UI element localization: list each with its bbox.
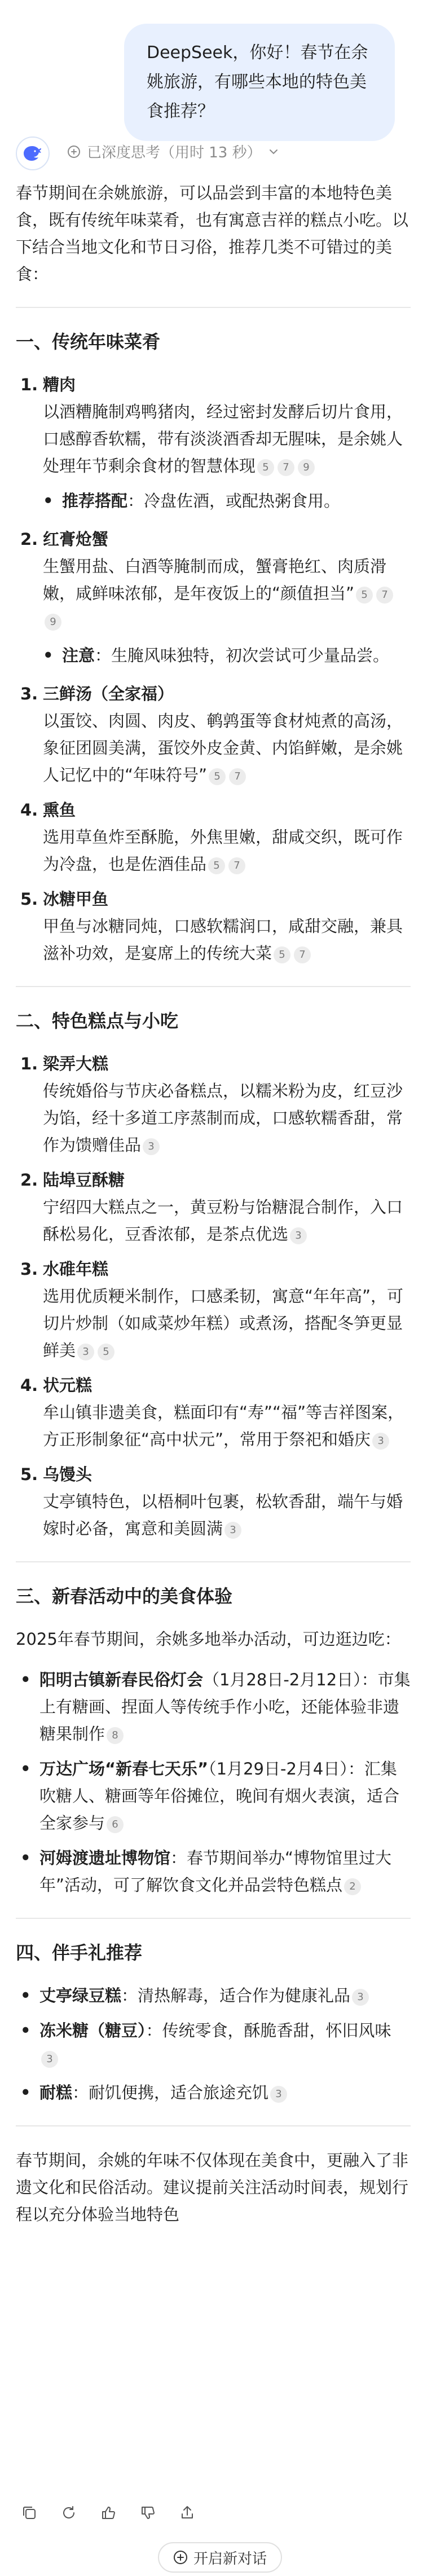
list-item: • 万达广场“新春七天乐”（1月29日-2月4日）：汇集吹糖人、糖画等年俗摊位，晚间有烟火表演，适合全家参与 6 xyxy=(20,1759,400,1833)
list-item xyxy=(16,886,411,967)
item-title: 水碓年糕 xyxy=(43,1260,109,1279)
citation-badge[interactable]: 5 xyxy=(208,857,225,874)
item-desc: 甲鱼与冰糖同炖，口感软糯润口，咸甜交融，兼具滋补功效，是宴席上的传统大菜 xyxy=(43,917,403,963)
sub-bullet: • 注意：生腌风味独特，初次尝试可少量品尝。 xyxy=(43,646,390,665)
item-label: 冻米糖（糖豆） xyxy=(39,2021,146,2040)
citation-badge[interactable]: 7 xyxy=(229,768,246,785)
citation-badge[interactable]: 3 xyxy=(143,1138,160,1155)
list-item xyxy=(16,1461,411,1542)
item-title: 状元糕 xyxy=(43,1376,93,1395)
deepseek-avatar xyxy=(16,136,50,170)
citation-badge[interactable]: 3 xyxy=(290,1227,307,1244)
citation-badge[interactable]: 5 xyxy=(98,1344,114,1360)
thumbs-down-icon xyxy=(139,2504,156,2521)
list-item: • 丈亭绿豆糕：清热解毒，适合作为健康礼品 3 xyxy=(16,1982,411,2009)
sub-text: ：冷盘佐酒，或配热粥食用。 xyxy=(127,491,341,510)
answer-intro: 春节期间在余姚旅游，可以品尝到丰富的本地特色美食，既有传统年味菜肴，也有寓意吉祥的糕点小吃。以下结合当地文化和节日习俗，推荐几类不可错过的美食： xyxy=(16,183,409,284)
item-label: 万达广场“新春七天乐” xyxy=(39,1759,209,1778)
item-number: 3. xyxy=(20,684,38,703)
assistant-answer xyxy=(16,179,411,2228)
list-item xyxy=(16,796,411,878)
sub-bullet: • 推荐搭配：冷盘佐酒，或配热粥食用。 xyxy=(43,491,341,510)
citation-badge[interactable]: 7 xyxy=(228,857,245,874)
list-item xyxy=(16,1372,411,1453)
section-heading: 三、新春活动中的美食体验 xyxy=(16,1586,233,1607)
citation-badge[interactable]: 7 xyxy=(376,587,393,604)
item-label: 丈亭绿豆糕 xyxy=(39,1986,122,2005)
item-title: 红膏炝蟹 xyxy=(43,530,109,549)
citation-badge[interactable]: 5 xyxy=(274,946,290,963)
citation-badge[interactable]: 5 xyxy=(356,587,373,604)
share-icon xyxy=(179,2504,196,2521)
divider xyxy=(16,986,411,987)
user-message-bubble xyxy=(124,24,395,141)
thinking-icon xyxy=(67,144,81,159)
citation-badge[interactable]: 5 xyxy=(257,459,274,476)
item-label: 耐糕 xyxy=(39,2083,73,2102)
divider xyxy=(16,307,411,308)
item-desc: 以酒糟腌制鸡鸭猪肉，经过密封发酵后切片食用，口感醇香软糯，带有淡淡酒香却无腥味，是余姚人处理年节剩余食材的智慧体现 xyxy=(43,402,403,475)
regenerate-icon xyxy=(60,2504,77,2521)
item-text: （1月28日-2月12日）：市集上有糖画、捏面人等传统手作小吃，还能体验非遗糖果制作 xyxy=(39,1670,411,1743)
citation-badge[interactable]: 8 xyxy=(107,1727,124,1744)
section4-list xyxy=(16,1982,411,2106)
item-label: 阳明古镇新春民俗灯会 xyxy=(39,1670,204,1689)
item-label: 河姆渡遗址博物馆 xyxy=(39,1848,171,1868)
like-button[interactable] xyxy=(98,2503,118,2523)
citation-badge[interactable]: 3 xyxy=(372,1433,389,1450)
citation-badge[interactable]: 3 xyxy=(41,2051,58,2068)
citation-badge[interactable]: 3 xyxy=(352,1989,369,2006)
citation-badge[interactable]: 3 xyxy=(77,1344,94,1360)
citation-badge[interactable]: 5 xyxy=(209,768,226,785)
item-title: 冰糖甲鱼 xyxy=(43,890,109,909)
item-number: 5. xyxy=(20,1465,38,1484)
regenerate-button[interactable] xyxy=(59,2503,79,2523)
item-number: 4. xyxy=(20,800,38,820)
thinking-label: 已深度思考（用时 13 秒） xyxy=(87,144,262,161)
section-heading: 二、特色糕点与小吃 xyxy=(16,1010,179,1032)
item-text: ：清热解毒，适合作为健康礼品 xyxy=(121,1986,351,2005)
citation-badge[interactable]: 3 xyxy=(270,2086,287,2103)
item-number: 1. xyxy=(20,375,38,394)
thumbs-up-icon xyxy=(100,2504,117,2521)
section2-list xyxy=(16,1050,411,1542)
list-item: • 耐糕：耐饥便携，适合旅途充饥 3 xyxy=(16,2079,411,2106)
item-desc: 选用优质粳米制作，口感柔韧，寓意“年年高”，可切片炒制（如咸菜炒年糕）或煮汤，搭配冬笋更显鲜美 xyxy=(43,1287,404,1360)
item-text: ：传统零食，酥脆香甜，怀旧风味 xyxy=(146,2021,391,2040)
section3-list xyxy=(16,1666,411,1899)
divider xyxy=(16,1561,411,1562)
item-text: ：耐饥便携，适合旅途充饥 xyxy=(72,2083,269,2102)
list-item: • 阳明古镇新春民俗灯会（1月28日-2月12日）：市集上有糖画、捏面人等传统手作小吃，还能体验非遗糖果制作 8 xyxy=(20,1670,411,1743)
item-number: 4. xyxy=(20,1376,38,1395)
answer-conclusion: 春节期间，余姚的年味不仅体现在美食中，更融入了非遗文化和民俗活动。建议提前关注活动时间表，规划行程以充分体验当地特色 xyxy=(16,2151,409,2224)
item-desc: 选用草鱼炸至酥脆，外焦里嫩，甜咸交织，既可作为冷盘，也是佐酒佳品 xyxy=(43,827,403,874)
item-desc: 宁绍四大糕点之一，黄豆粉与饴糖混合制作，入口酥松易化，豆香浓郁，是茶点优选 xyxy=(43,1197,403,1244)
sub-text: ：生腌风味独特，初次尝试可少量品尝。 xyxy=(95,646,390,665)
item-number: 3. xyxy=(20,1260,38,1279)
sub-label: 推荐搭配 xyxy=(62,491,128,510)
item-text: ：春节期间举办“博物馆里过大年”活动，可了解饮食文化并品尝特色糕点 xyxy=(39,1848,392,1895)
list-item xyxy=(16,1166,411,1248)
list-item xyxy=(16,526,411,672)
section-heading: 四、伴手礼推荐 xyxy=(16,1942,143,1963)
citation-badge[interactable]: 6 xyxy=(107,1816,124,1833)
citation-badge[interactable]: 7 xyxy=(294,946,311,963)
item-desc: 生蟹用盐、白酒等腌制而成，蟹膏艳红、肉质滑嫩，咸鲜味浓郁，是年夜饭上的“颜值担当” xyxy=(43,557,387,603)
item-desc: 传统婚俗与节庆必备糕点，以糯米粉为皮，红豆沙为馅，经十多道工序蒸制而成，口感软糯香甜，常作为馈赠佳品 xyxy=(43,1081,403,1155)
list-item xyxy=(16,1256,411,1364)
divider xyxy=(16,2125,411,2126)
citation-badge[interactable]: 9 xyxy=(45,614,61,631)
copy-button[interactable] xyxy=(19,2503,39,2523)
sub-label: 注意 xyxy=(62,646,95,665)
citation-badge[interactable]: 3 xyxy=(224,1522,241,1539)
deepseek-whale-icon xyxy=(23,145,43,162)
new-chat-button[interactable] xyxy=(158,2542,282,2573)
list-item xyxy=(16,1050,411,1159)
user-message-text: DeepSeek，你好！春节在余姚旅游，有哪些本地的特色美食推荐？ xyxy=(147,43,368,121)
chevron-down-icon xyxy=(267,146,280,158)
section-intro: 2025年春节期间，余姚多地举办活动，可边逛边吃： xyxy=(16,1630,401,1649)
new-chat-label: 开启新对话 xyxy=(193,2550,267,2568)
section-heading: 一、传统年味菜肴 xyxy=(16,331,161,353)
new-chat-icon xyxy=(173,2550,188,2565)
citation-badge[interactable]: 9 xyxy=(298,459,315,476)
list-item: • 冻米糖（糖豆）：传统零食，酥脆香甜，怀旧风味3 xyxy=(16,2017,411,2071)
item-number: 1. xyxy=(20,1054,38,1073)
item-desc: 以蛋饺、肉圆、肉皮、鹌鹑蛋等食材炖煮的高汤，象征团圆美满，蛋饺外皮金黄、内馅鲜嫩，是余姚人记忆中的“年味符号” xyxy=(43,711,403,785)
list-item xyxy=(16,680,411,789)
divider xyxy=(16,1918,411,1919)
citation-badge[interactable]: 2 xyxy=(344,1878,361,1895)
dislike-button[interactable] xyxy=(138,2503,158,2523)
thinking-toggle[interactable] xyxy=(67,141,280,162)
item-number: 5. xyxy=(20,890,38,909)
message-actions xyxy=(19,2503,197,2523)
item-title: 梁弄大糕 xyxy=(43,1054,109,1073)
item-title: 糟肉 xyxy=(43,375,76,394)
item-text: （1月29日-2月4日）：汇集吹糖人、糖画等年俗摊位，晚间有烟火表演，适合全家参与 xyxy=(39,1759,400,1833)
section1-list xyxy=(16,371,411,967)
item-title: 三鲜汤（全家福） xyxy=(43,684,174,703)
list-item xyxy=(16,371,411,518)
list-item: • 河姆渡遗址博物馆：春节期间举办“博物馆里过大年”活动，可了解饮食文化并品尝特色糕点 2 xyxy=(20,1848,392,1895)
item-desc: 丈亭镇特色，以梧桐叶包裹，松软香甜，端午与婚嫁时必备，寓意和美圆满 xyxy=(43,1492,403,1538)
copy-icon xyxy=(21,2504,38,2521)
citation-badge[interactable]: 7 xyxy=(278,459,294,476)
item-number: 2. xyxy=(20,1170,38,1190)
item-title: 陆埠豆酥糖 xyxy=(43,1170,125,1190)
item-title: 乌馒头 xyxy=(43,1465,93,1484)
item-number: 2. xyxy=(20,530,38,549)
item-title: 熏鱼 xyxy=(43,800,76,820)
share-button[interactable] xyxy=(177,2503,197,2523)
item-desc: 牟山镇非遗美食，糕面印有“寿”“福”等吉祥图案，方正形制象征“高中状元”，常用于祭祀和婚庆 xyxy=(43,1403,404,1449)
